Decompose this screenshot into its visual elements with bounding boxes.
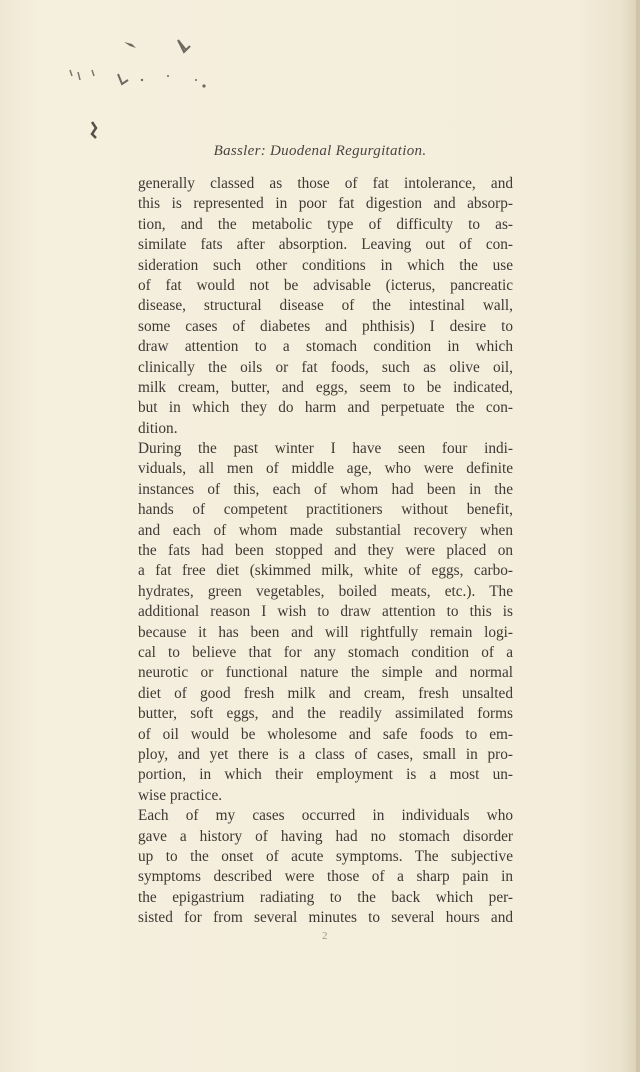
text-line: viduals, all men of middle age, who were definite [138,460,513,478]
text-line: clinically the oils or fat foods, such as olive oil, [138,358,513,376]
text-line: sisted for from several minutes to several hours and [138,909,513,927]
text-line: of oil would be wholesome and safe foods to em- [138,725,513,743]
text-line: a fat free diet (skimmed milk, white of eggs, carbo- [138,562,513,580]
paper-blemishes [0,0,640,150]
text-line: disease, structural disease of the intestinal wall, [138,297,513,315]
text-line: sideration such other conditions in which the use [138,256,513,274]
text-line: hands of competent practitioners without benefit, [138,501,513,519]
text-line: additional reason I wish to draw attention to this is [138,603,513,621]
page-number: 2 [322,930,328,942]
text-line: dition. [138,419,178,437]
text-line: some cases of diabetes and phthisis) I desire to [138,317,513,335]
text-line: milk cream, butter, and eggs, seem to be indicated, [138,378,513,396]
text-line: tion, and the metabolic type of difficulty to as- [138,215,513,233]
text-line: similate fats after absorption. Leaving out of con- [138,236,513,254]
text-line: During the past winter I have seen four indi- [138,440,513,458]
text-line: butter, soft eggs, and the readily assimilated forms [138,705,513,723]
text-line: draw attention to a stomach condition in which [138,338,513,356]
text-line: and each of whom made substantial recovery when [138,521,513,539]
text-line: diet of good fresh milk and cream, fresh unsalted [138,684,513,702]
text-line: gave a history of having had no stomach disorder [138,827,513,845]
text-line: portion, in which their employment is a most un- [138,766,513,784]
text-line: hydrates, green vegetables, boiled meats, etc.). The [138,582,513,600]
text-line: the fats had been stopped and they were placed on [138,542,513,560]
text-line: instances of this, each of whom had been in the [138,480,513,498]
text-line: ploy, and yet there is a class of cases, small in pro- [138,745,513,763]
text-line: generally classed as those of fat intolerance, and [138,175,513,192]
text-line: of fat would not be advisable (icterus, pancreatic [138,276,513,294]
text-line: symptoms described were those of a sharp pain in [138,868,513,886]
text-line: neurotic or functional nature the simple and normal [138,664,513,682]
text-line: up to the onset of acute symptoms. The subjective [138,847,513,865]
text-line: because it has been and will rightfully remain logi- [138,623,513,641]
text-line: the epigastrium radiating to the back which per- [138,888,513,906]
text-line: Each of my cases occurred in individuals who [138,807,513,825]
text-line: wise practice. [138,786,223,804]
text-line: this is represented in poor fat digestion and absorp- [138,195,513,213]
text-line: cal to believe that for any stomach condition of a [138,643,513,661]
body-text [138,174,513,928]
running-head: Bassler: Duodenal Regurgitation. [213,143,427,159]
page-edge-shadow [636,0,640,1072]
text-line: but in which they do harm and perpetuate the con- [138,399,513,417]
